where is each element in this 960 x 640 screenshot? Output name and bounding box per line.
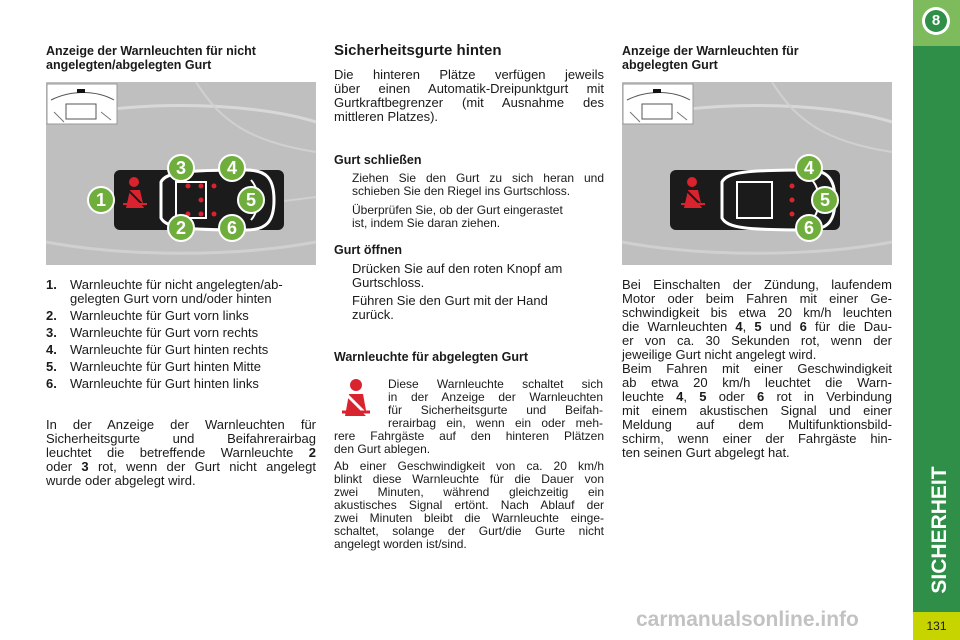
list-item: 2. Warnleuchte für Gurt vorn links xyxy=(46,308,249,323)
open-heading: Gurt öffnen xyxy=(334,243,403,257)
close-bullets xyxy=(334,172,604,236)
dashboard-inset-icon xyxy=(47,84,117,124)
right-paragraph-2: Beim Fahren mit einer Geschwindigkeit ab etwa 20 km/h leuchtet die Warn- leuchte 4, 5 oder 6 rot in Verbindung mit einem akustischen Signal und einer Meldung auf dem Multifunktionsbild- schirm, wenn einer der Fahrgäste hin- ten seinen Gurt abgelegt hat. xyxy=(622,361,892,460)
list-item: 1. Warnleuchte für nicht angelegten/ab- gelegten Gurt vorn und/oder hinten xyxy=(46,277,283,306)
warn-heading: Warnleuchte für abgelegten Gurt xyxy=(334,350,529,364)
warn-paragraph: Diese Warnleuchte schaltet sich in der Anzeige der Warnleuchten für Sicherheitsgurte und Beifah- rerairbag ein, wenn ein oder meh- xyxy=(388,377,603,430)
list-item: 3. Warnleuchte für Gurt vorn rechts xyxy=(46,325,259,340)
callout-4: 4 xyxy=(803,158,815,178)
list-item: Führen Sie den Gurt mit der Hand zurück. xyxy=(334,294,604,322)
callout-5: 5 xyxy=(819,190,831,210)
bullet-arrow-icon xyxy=(334,262,352,290)
list-item: 4. Warnleuchte für Gurt hinten rechts xyxy=(46,342,269,357)
right-heading: Anzeige der Warnleuchten für abgelegten Gurt xyxy=(622,44,799,72)
svg-text:SICHERHEIT: SICHERHEIT xyxy=(928,466,951,594)
chapter-tab xyxy=(913,0,960,46)
list-item: 5. Warnleuchte für Gurt hinten Mitte xyxy=(46,359,261,374)
left-heading: Anzeige der Warnleuchten für nicht angelegten/abgelegten Gurt xyxy=(46,44,256,72)
page-number: 131 xyxy=(913,612,960,640)
callout-4: 4 xyxy=(226,158,238,178)
rear-belt-figure xyxy=(622,82,892,265)
section-title: Sicherheitsgurte hinten xyxy=(334,42,502,59)
callout-3: 3 xyxy=(175,158,187,178)
callout-legend-list xyxy=(46,278,320,394)
intro-paragraph: Die hinteren Plätze verfügen jeweils über einen Automatik-Dreipunktgurt mit Gurtkraftbegrenzer (mit Ausnahme des mittleren Platzes). xyxy=(334,67,604,124)
speed-paragraph: Ab einer Geschwindigkeit von ca. 20 km/h blinkt diese Warnleuchte für die Dauer von zwei Minuten, während gleichzeitig ein akustisches Signal ertönt. Nach Ablauf der zwei Minuten bleibt die Warnleuchte einge- schaltet, solange der Gurt/die Gurte nicht angelegt worden ist/sind. xyxy=(334,459,604,551)
callout-6: 6 xyxy=(226,218,238,238)
close-heading: Gurt schließen xyxy=(334,153,422,167)
car-top-view-icon xyxy=(46,82,316,265)
chapter-number: 8 xyxy=(925,10,947,32)
front-rear-belt-figure xyxy=(46,82,316,265)
callout-5: 5 xyxy=(245,190,257,210)
open-bullets xyxy=(334,262,604,328)
chapter-badge xyxy=(922,7,950,35)
chapter-title xyxy=(918,455,958,605)
left-paragraph: In der Anzeige der Warnleuchten für Sicherheitsgurte und Beifahrerairbag leuchtet die betreffende Warnleuchte 2 oder 3 rot, wenn der Gurt nicht angelegt wurde oder abgelegt wird. xyxy=(46,417,316,488)
chapter-sidebar xyxy=(913,0,960,640)
seatbelt-warning-icon xyxy=(336,378,376,422)
right-paragraph-1: Bei Einschalten der Zündung, laufendem Motor oder beim Fahren mit einer Ge- schwindigkeit bis etwa 20 km/h leuchten die Warnleuchten 4, 5 und 6 für die Dau- er von ca. 30 Sekunden rot, wenn der jeweilige Gurt nicht angelegt wird. xyxy=(622,277,892,362)
list-item: 6. Warnleuchte für Gurt hinten links xyxy=(46,376,259,391)
callout-1: 1 xyxy=(95,190,107,210)
list-item: Drücken Sie auf den roten Knopf am Gurtschloss. xyxy=(334,262,604,290)
bullet-arrow-icon xyxy=(334,294,352,322)
watermark: carmanualsonline.info xyxy=(636,608,859,631)
dashboard-inset-icon xyxy=(623,84,693,124)
callout-6: 6 xyxy=(803,218,815,238)
bullet-arrow-icon xyxy=(334,172,352,198)
list-item: Überprüfen Sie, ob der Gurt eingerastet ist, indem Sie daran ziehen. xyxy=(334,204,604,230)
car-top-view-icon xyxy=(622,82,892,265)
warn-paragraph-cont: rere Fahrgäste auf den hinteren Plätzen den Gurt ablegen. xyxy=(334,429,604,456)
list-item: Ziehen Sie den Gurt zu sich heran und schieben Sie den Riegel ins Gurtschloss. xyxy=(334,172,604,198)
bullet-arrow-icon xyxy=(334,204,352,230)
callout-2: 2 xyxy=(175,218,187,238)
